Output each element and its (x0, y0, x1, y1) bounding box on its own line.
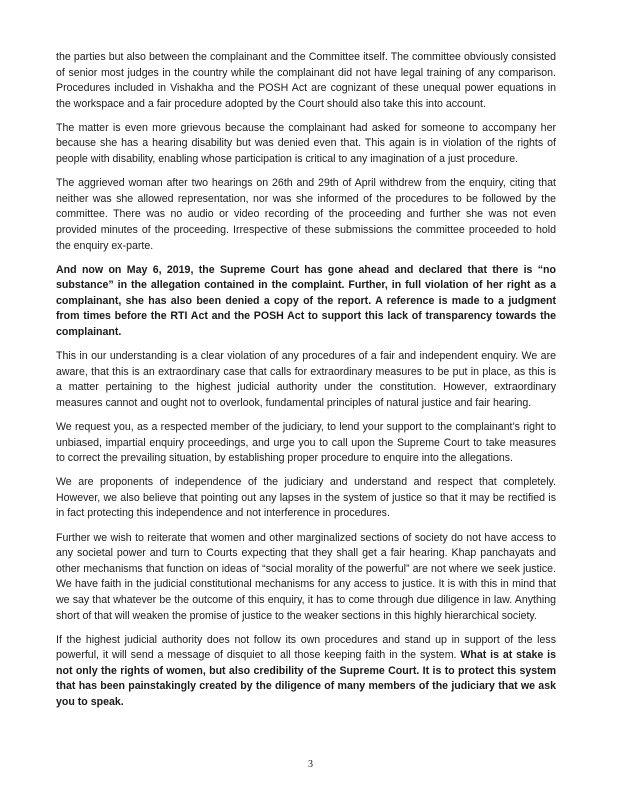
page-number: 3 (308, 759, 313, 770)
paragraph-5: This in our understanding is a clear violation of any procedures of a fair and independent enquiry. We are aware, that this is an extraordinary case that calls for extraordinary measures to be put in place, as this is a matter pertaining to the highest judicial authority under the constitution. However, extraordinary measures cannot and ought not to overlook, fundamental principles of natural justice and fair hearing. (56, 350, 556, 409)
paragraph-3: The aggrieved woman after two hearings on 26th and 29th of April withdrew from the enquiry, citing that neither was she allowed representation, nor was she informed of the procedures to be followed by the committee. There was no audio or video recording of the proceeding and further she was not even provided minutes of the proceeding. Irrespective of these submissions the committee proceeded to hold the enquiry ex-parte. (56, 177, 556, 252)
paragraph-9 (56, 633, 556, 711)
paragraph-2: The matter is even more grievous because the complainant had asked for someone to accompany her because she has a hearing disability but was denied even that. This again is in violation of the rights of people with disability, enabling whose participation is critical to any imagination of a just procedure. (56, 121, 556, 166)
paragraph-1: the parties but also between the complainant and the Committee itself. The committee obviously consisted of senior most judges in the country while the complainant did not have legal training of any comparison. Procedures included in Vishakha and the POSH Act are cognizant of these unequal power equations in the workspace and a fair procedure adopted by the Court should also take this into account. (56, 51, 556, 110)
paragraph-9-regular: If the highest judicial authority does not follow its own procedures and stand up in support of the less powerful, it will send a message of disquiet to all those keeping faith in the system. (56, 633, 556, 662)
paragraph-8: Further we wish to reiterate that women and other marginalized sections of society do not have access to any societal power and turn to Courts expecting that they shall get a fair hearing. Khap panchayats and other mechanisms that function on ideas of “social morality of the powerful” are not where we seek justice. We have faith in the judicial constitutional mechanisms for any access to justice. It is with this in mind that we say that whatever be the outcome of this enquiry, it has to come through due diligence in law. Anything short of that will weaken the promise of justice to the weaker sections in this highly hierarchical society. (56, 531, 556, 622)
paragraph-6: We request you, as a respected member of the judiciary, to lend your support to the complainant’s right to unbiased, impartial enquiry proceedings, and urge you to call upon the Supreme Court to take measures to correct the prevailing situation, by establishing proper procedure to enquire into the allegations. (56, 420, 556, 465)
document-page (56, 50, 556, 719)
paragraph-4-bold: And now on May 6, 2019, the Supreme Court has gone ahead and declared that there is “no substance” in the allegation contained in the complaint. Further, in full violation of her right as a complainant, she has also been denied a copy of the report. A reference is made to a judgment from times before the RTI Act and the POSH Act to support this lack of transparency towards the complainant. (56, 263, 556, 338)
paragraph-7: We are proponents of independence of the judiciary and understand and respect that completely. However, we also believe that pointing out any lapses in the system of justice so that it may be rectified is in fact protecting this independence and not interference in procedures. (56, 476, 556, 520)
paragraph-9-bold: What is at stake is not only the rights of women, but also credibility of the Supreme Court. It is to protect this system that has been painstakingly created by the diligence of many members of the judiciary that we ask you to speak. (56, 649, 556, 708)
